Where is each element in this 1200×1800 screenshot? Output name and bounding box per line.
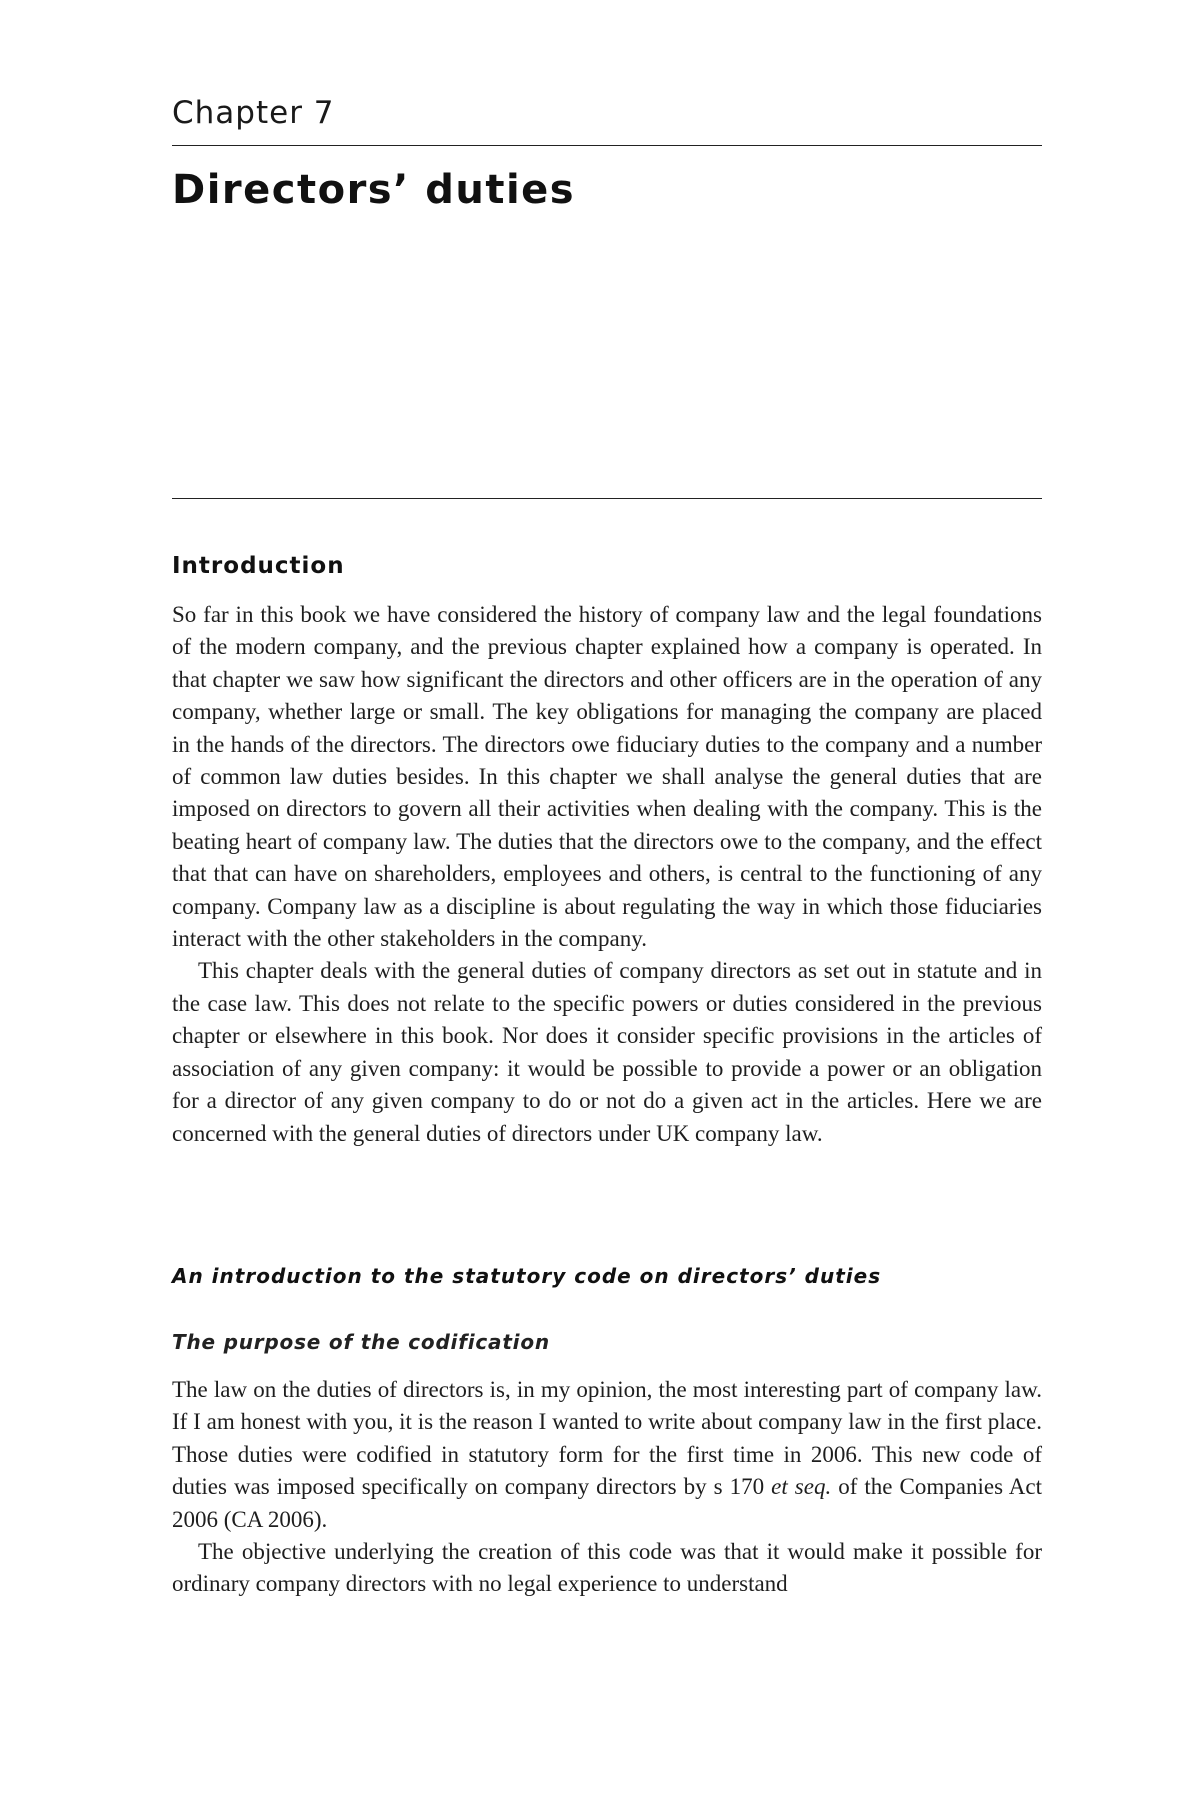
introduction-body xyxy=(172,599,1042,1150)
section-rule-divider xyxy=(172,498,1042,499)
top-rule-divider xyxy=(172,145,1042,146)
introduction-paragraph-2: This chapter deals with the general duties of company directors as set out in statute and in the case law. This does not relate to the specific powers or duties considered in the previous chapter or elsewhere in this book. Nor does it consider specific provisions in the articles of association of any given company: it would be possible to provide a power or an obligation for a director of any given company to do or not do a given act in the articles. Here we are concerned with the general duties of directors under UK company law. xyxy=(172,958,1042,1146)
codification-paragraph-1-start: The law on the duties of directors is, in my opinion, the most interesting part of company law. If I am honest with you, it is the reason I wanted to write about company law in the first place. Those duties were codified in statutory form for the first time in 2006. This new code of duties was imposed specifically on company directors by s 170 xyxy=(172,1377,1042,1500)
et-seq-citation: et seq. xyxy=(771,1474,832,1500)
statutory-code-heading: An introduction to the statutory code on directors’ duties xyxy=(172,1264,882,1288)
codification-paragraph-1-end: of the Companies Act 2006 (CA 2006). xyxy=(172,1474,1042,1532)
codification-paragraph-1 xyxy=(172,1374,1042,1536)
codification-paragraph-2: The objective underlying the creation of this code was that it would make it possible for ordinary company directors with no legal experience to understand xyxy=(172,1539,1042,1597)
codification-body xyxy=(172,1374,1042,1601)
codification-purpose-subheading: The purpose of the codification xyxy=(172,1330,550,1354)
introduction-paragraph-1: So far in this book we have considered the history of company law and the legal foundations of the modern company, and the previous chapter explained how a company is operated. In that chapter we saw how significant the directors and other officers are in the operation of any company, whether large or small. The key obligations for managing the company are placed in the hands of the directors. The directors owe fiduciary duties to the company and a number of common law duties besides. In this chapter we shall analyse the general duties that are imposed on directors to govern all their activities when dealing with the company. This is the beating heart of company law. The duties that the directors owe to the company, and the effect that that can have on shareholders, employees and others, is central to the functioning of any company. Company law as a discipline is about regulating the way in which those fiduciaries interact with the other stakeholders in the company. xyxy=(172,602,1042,952)
chapter-title: Directors’ duties xyxy=(172,167,576,213)
chapter-label: Chapter 7 xyxy=(172,95,335,131)
introduction-heading: Introduction xyxy=(172,553,345,579)
